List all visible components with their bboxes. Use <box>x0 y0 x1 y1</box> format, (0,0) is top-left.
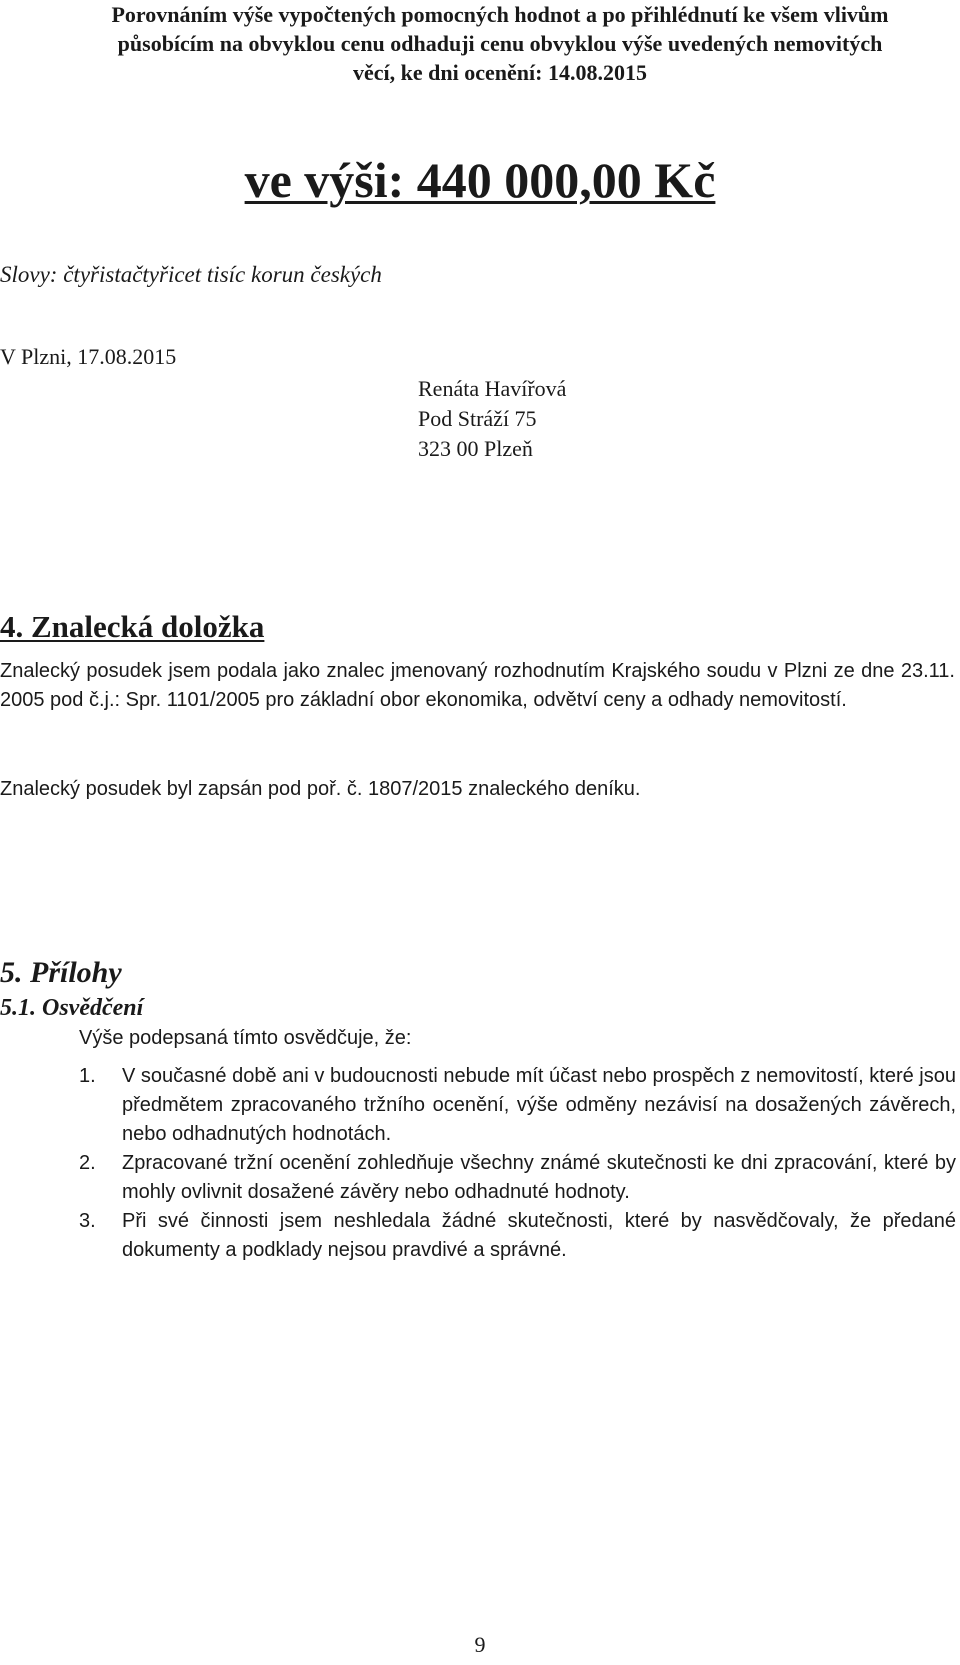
list-item-text: Zpracované tržní ocenění zohledňuje všechny známé skutečnosti ke dni zpracování, které by mohly ovlivnit dosažené závěry nebo odhadnuté hodnoty. <box>122 1152 956 1203</box>
section-5-heading: 5. Přílohy <box>0 956 122 989</box>
section-5-1-heading: 5.1. Osvědčení <box>0 995 144 1021</box>
author-name: Renáta Havířová <box>418 376 567 401</box>
amount-in-words: Slovy: čtyřistačtyřicet tisíc korun českých <box>0 262 382 287</box>
valuation-amount: ve výši: 440 000,00 Kč <box>244 152 716 208</box>
list-item-number: 3. <box>79 1210 96 1232</box>
list-item <box>79 1062 956 1149</box>
list-item-text: V současné době ani v budoucnosti nebude mít účast nebo prospěch z nemovitostí, které jsou předmětem zpracovaného tržního ocenění, výše odměny nezávisí na dosažených závěrech, nebo odhadnutých hodnotách. <box>122 1065 956 1145</box>
section-4-heading: 4. Znalecká doložka <box>0 609 265 644</box>
place-and-date: V Plzni, 17.08.2015 <box>0 344 177 369</box>
expert-diary-paragraph: Znalecký posudek byl zapsán pod poř. č. 1807/2015 znaleckého deníku. <box>0 778 641 800</box>
list-item <box>79 1207 956 1265</box>
certification-lead: Výše podepsaná tímto osvědčuje, že: <box>79 1027 412 1049</box>
list-item <box>79 1149 956 1207</box>
list-item-number: 1. <box>79 1065 96 1087</box>
valuation-intro: Porovnáním výše vypočtených pomocných hodnot a po přihlédnutí ke všem vlivům působícím na obvyklou cenu odhaduji cenu obvyklou výše uvedených nemovitých věcí, ke dni ocenění: 14.08.2015 <box>111 2 889 85</box>
list-item-number: 2. <box>79 1152 96 1174</box>
author-city: 323 00 Plzeň <box>418 436 533 461</box>
author-address <box>418 374 566 464</box>
expert-clause-paragraph: Znalecký posudek jsem podala jako znalec jmenovaný rozhodnutím Krajského soudu v Plzni ze dne 23.11. 2005 pod č.j.: Spr. 1101/2005 pro základní obor ekonomika, odvětví ceny a odhady nemovitostí. <box>0 660 955 711</box>
page-number: 9 <box>474 1632 486 1657</box>
list-item-text: Při své činnosti jsem neshledala žádné skutečnosti, které by nasvědčovaly, že předané dokumenty a podklady nejsou pravdivé a správné. <box>122 1210 956 1261</box>
certification-list <box>79 1062 956 1265</box>
author-street: Pod Stráží 75 <box>418 406 537 431</box>
